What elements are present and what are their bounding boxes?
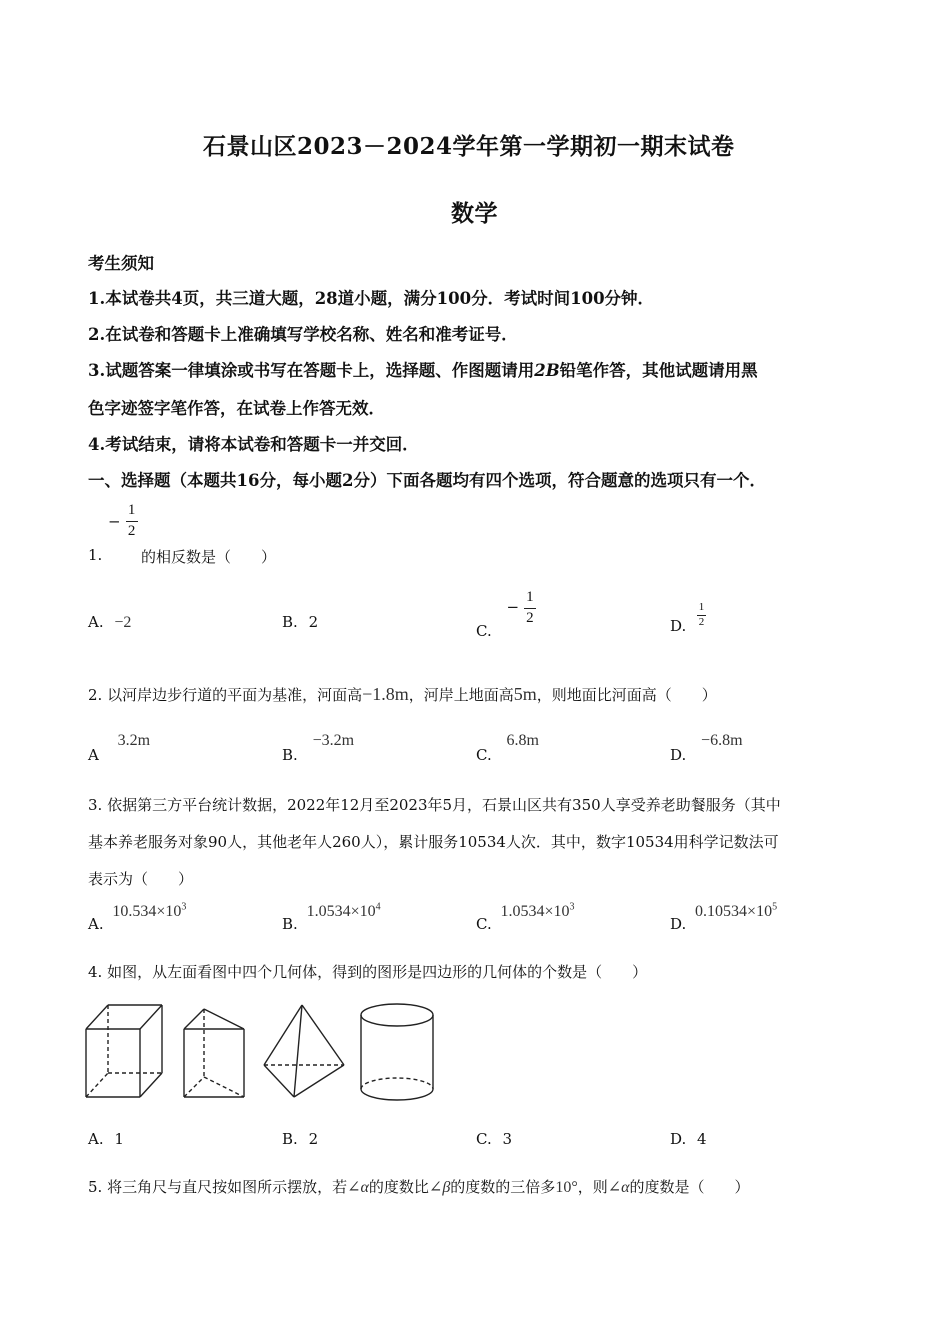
q3-option-c-base: 1.0534×10 <box>500 903 570 921</box>
q1-option-d-label: D. <box>670 617 687 636</box>
q3-option-b-label: B. <box>282 915 298 934</box>
q1-option-c-denominator: 2 <box>526 609 534 626</box>
q3-option-c-exp: 3 <box>569 902 575 913</box>
q2-option-c-label: C. <box>476 746 492 764</box>
q4-option-c-value: 3 <box>502 1130 513 1148</box>
q1-option-a-label: A. <box>88 613 104 631</box>
notice-item-3-part-c: 铅笔作答，其他试题请用黑 <box>559 361 758 380</box>
q3-option-d[interactable] <box>670 902 778 934</box>
q3-option-a[interactable] <box>88 902 187 934</box>
q1-text: 的相反数是（ ） <box>141 548 277 566</box>
q4-option-d-value: 4 <box>697 1130 707 1148</box>
q1-expr-fraction <box>126 503 138 540</box>
q1-option-b-value: 2 <box>308 613 319 631</box>
q1-option-c[interactable] <box>476 589 536 641</box>
q5-angle-beta: ∠β <box>428 1179 451 1196</box>
q4-option-c-label: C. <box>476 1130 492 1148</box>
section-1-heading: 一、选择题（本题共16分，每小题2分）下面各题均有四个选项，符合题意的选项只有一个． <box>88 471 766 490</box>
q5-text-e: 的度数是（ ） <box>629 1178 750 1196</box>
q2-stem <box>88 684 717 705</box>
q5-text-b: 的度数比 <box>368 1178 429 1196</box>
q3-option-d-exp: 5 <box>772 902 778 913</box>
q1-option-d-fraction <box>697 602 706 628</box>
cube-figure <box>86 1005 162 1097</box>
q3-option-b-exp: 4 <box>375 902 381 913</box>
q1-number: 1. <box>88 546 103 564</box>
q3-option-a-exp: 3 <box>181 902 187 913</box>
q4-text: 4. 如图，从左面看图中四个几何体，得到的图形是四边形的几何体的个数是（ ） <box>88 963 648 981</box>
q4-option-b-label: B. <box>282 1130 298 1148</box>
q4-option-a-value: 1 <box>114 1130 124 1148</box>
q2-option-d[interactable] <box>670 731 743 764</box>
q1-option-c-label: C. <box>476 622 492 641</box>
q2-option-a-value: 3.2m <box>117 732 151 749</box>
q3-line-3: 表示为（ ） <box>88 870 194 888</box>
notice-item-2: 2.在试卷和答题卡上准确填写学校名称、姓名和准考证号． <box>88 325 518 344</box>
q4-option-d-label: D. <box>670 1130 687 1148</box>
q4-option-b-value: 2 <box>308 1130 319 1148</box>
q5-degrees: 10° <box>555 1179 578 1196</box>
q1-option-b[interactable] <box>282 613 318 631</box>
q4-solids-figure <box>84 1001 444 1105</box>
prism-figure <box>184 1009 244 1097</box>
q3-option-b-base: 1.0534×10 <box>306 903 376 921</box>
notice-item-3-part-a: 3.试题答案一律填涂或书写在答题卡上，选择题、作图题请用 <box>88 361 535 380</box>
q2-option-b-value: −3.2m <box>312 732 355 749</box>
q4-option-a-label: A. <box>88 1130 104 1148</box>
q3-option-d-base: 0.10534×10 <box>695 903 773 921</box>
q2-text-a: 2. 以河岸边步行道的平面为基准，河面高 <box>88 686 363 704</box>
q1-option-d[interactable] <box>670 601 706 636</box>
q2-text-b: ，河岸上地面高 <box>408 686 514 704</box>
q3-option-a-label: A. <box>88 915 104 934</box>
q3-option-c-label: C. <box>476 915 492 934</box>
q1-option-b-label: B. <box>282 613 298 631</box>
q3-option-a-value <box>112 903 186 920</box>
notice-item-3 <box>88 357 758 381</box>
notice-item-3-pencil: 2B <box>534 361 560 380</box>
q3-line-1: 3. 依据第三方平台统计数据，2022年12月至2023年5月，石景山区共有350人享受养老助餐服务（其中 <box>88 796 781 814</box>
q2-option-c-value: 6.8m <box>506 732 539 749</box>
q5-angle-alpha-2: ∠α <box>607 1179 630 1196</box>
q1-option-a[interactable] <box>88 613 131 632</box>
q1-option-d-denominator: 2 <box>698 615 705 628</box>
q5-angle-alpha: ∠α <box>347 1179 369 1196</box>
q2-river-height: −1.8m <box>362 684 409 704</box>
q3-option-b[interactable] <box>282 902 381 934</box>
q1-option-c-numerator: 1 <box>526 589 534 605</box>
q1-option-c-fraction <box>524 590 536 627</box>
cylinder-figure <box>361 1004 433 1100</box>
notice-item-1: 1.本试卷共4页，共三道大题，28道小题，满分100分．考试时间100分钟． <box>88 289 655 308</box>
q3-option-d-label: D. <box>670 915 687 934</box>
notice-item-3-cont: 色字迹签字笔作答，在试卷上作答无效． <box>88 399 385 418</box>
q4-option-c[interactable] <box>476 1130 512 1148</box>
q5-text-c: 的度数的三倍多 <box>450 1178 556 1196</box>
q5-text-a: 5. 将三角尺与直尺按如图所示摆放，若 <box>88 1178 348 1196</box>
q4-option-b[interactable] <box>282 1130 318 1148</box>
q2-option-b-label: B. <box>282 746 298 764</box>
q1-expression <box>108 503 138 540</box>
q2-option-a[interactable] <box>88 731 151 764</box>
q3-option-b-value <box>307 903 381 920</box>
q3-option-c[interactable] <box>476 902 575 934</box>
q1-expr-numerator: 1 <box>127 502 136 518</box>
q1-option-a-value: −2 <box>114 614 132 631</box>
q2-option-d-label: D. <box>670 746 687 764</box>
q1-option-d-numerator: 1 <box>698 601 705 613</box>
q5-stem <box>88 1176 750 1197</box>
pyramid-figure <box>264 1005 344 1097</box>
q2-text-c: ，则地面比河面高（ ） <box>536 686 717 704</box>
q2-option-d-value: −6.8m <box>701 732 743 749</box>
q1-expr-sign: − <box>108 512 121 531</box>
notice-item-4: 4.考试结束，请将本试卷和答题卡一并交回． <box>88 435 419 454</box>
q4-option-a[interactable] <box>88 1130 124 1148</box>
q2-option-a-label: A <box>88 746 99 764</box>
subject-title: 数学 <box>451 200 498 227</box>
q3-option-a-base: 10.534×10 <box>112 903 182 921</box>
q3-line-2: 基本养老服务对象90人，其他老年人260人），累计服务10534人次．其中，数字10534用科学记数法可 <box>88 833 779 851</box>
exam-title: 石景山区2023－2024学年第一学期初一期末试卷 <box>203 133 735 160</box>
q1-expr-denominator: 2 <box>127 522 136 539</box>
q1-option-c-sign: − <box>506 598 520 617</box>
q4-option-d[interactable] <box>670 1130 707 1148</box>
q3-option-c-value <box>501 903 575 920</box>
q2-option-b[interactable] <box>282 731 355 764</box>
q2-ground-height: 5m <box>513 684 537 704</box>
notice-heading: 考生须知 <box>88 254 154 273</box>
q3-option-d-value <box>695 903 777 920</box>
q2-option-c[interactable] <box>476 731 539 764</box>
q5-text-d: ，则 <box>577 1178 608 1196</box>
